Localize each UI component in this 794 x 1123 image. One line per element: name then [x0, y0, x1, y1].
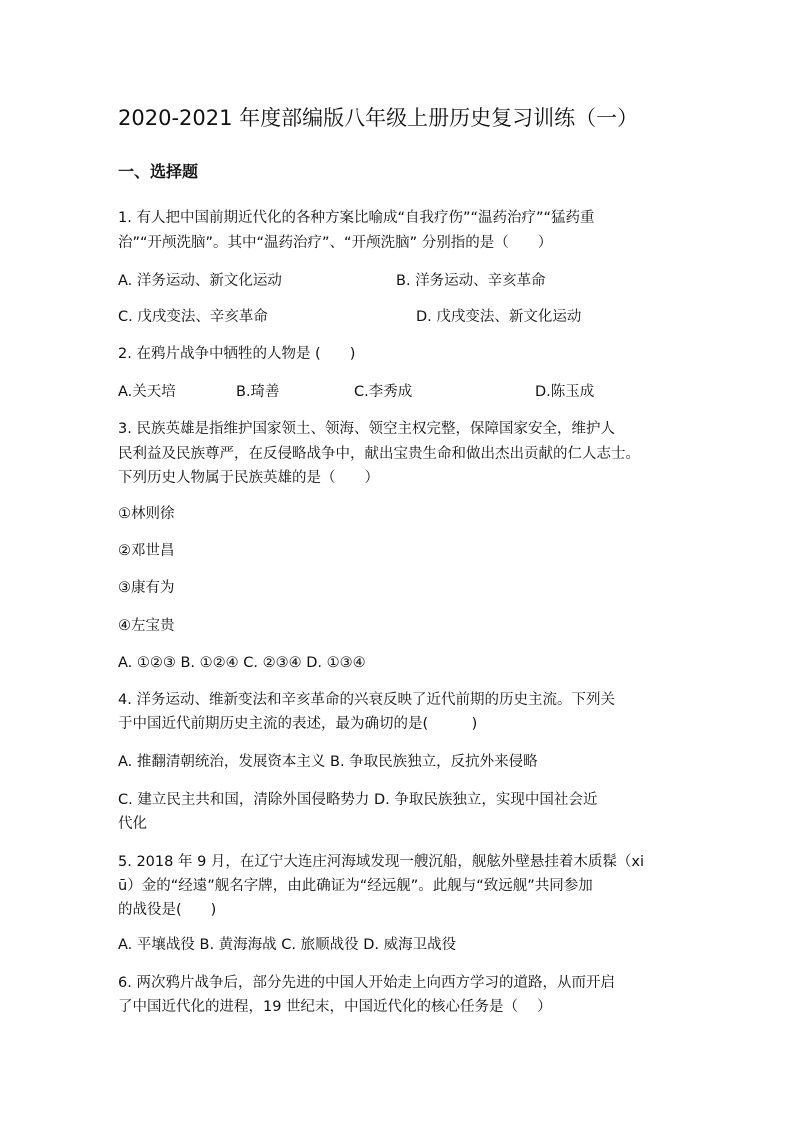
question-6-line-2: 了中国近代化的进程，19 世纪末，中国近代化的核心任务是（ ）: [118, 999, 552, 1015]
question-3-item-3: ③康有为: [118, 580, 175, 596]
question-3-line-3: 下列历史人物属于民族英雄的是（ ）: [118, 470, 379, 486]
question-1-option-d: D. 戊戌变法、新文化运动: [416, 309, 582, 325]
question-4-options-row-2: C. 建立民主共和国，清除外国侵略势力 D. 争取民族独立，实现中国社会近: [118, 792, 598, 808]
question-2-option-d: D.陈玉成: [535, 384, 595, 400]
question-1-option-a: A. 洋务运动、新文化运动: [118, 273, 282, 289]
question-5-options: A. 平壤战役 B. 黄海海战 C. 旅顺战役 D. 威海卫战役: [118, 937, 457, 953]
question-3-item-1: ①林则徐: [118, 506, 175, 522]
document-title: 2020-2021 年度部编版八年级上册历史复习训练（一）: [118, 106, 639, 130]
question-2-option-a: A.关天培: [118, 384, 176, 400]
question-1-line-1: 1. 有人把中国前期近代化的各种方案比喻成“自我疗伤”“温药治疗”“猛药重: [118, 210, 595, 226]
question-2-line-1: 2. 在鸦片战争中牺牲的人物是 ( ): [118, 346, 356, 362]
question-1-line-2: 治”“开颅洗脑”。其中“温药治疗”、“开颅洗脑” 分别指的是（ ）: [118, 235, 553, 251]
question-3-options: A. ①②③ B. ①②④ C. ②③④ D. ①③④: [118, 655, 366, 671]
question-4-line-2: 于中国近代前期历史主流的表述，最为确切的是( ): [118, 716, 478, 732]
question-5-line-2: ū）金的“经遠”舰名字牌，由此确证为“经远舰”。此舰与“致远舰”共同参加: [118, 878, 593, 894]
question-3-item-2: ②邓世昌: [118, 543, 175, 559]
question-3-line-1: 3. 民族英雄是指维护国家领土、领海、领空主权完整，保障国家安全，维护人: [118, 421, 615, 437]
question-2-option-c: C.李秀成: [354, 384, 413, 400]
question-5-line-3: 的战役是( ): [118, 902, 217, 918]
question-2-option-b: B.琦善: [236, 384, 280, 400]
question-3-line-2: 民利益及民族尊严，在反侵略战争中，献出宝贵生命和做出杰出贡献的仁人志士。: [118, 446, 640, 462]
question-6-line-1: 6. 两次鸦片战争后，部分先进的中国人开始走上向西方学习的道路，从而开启: [118, 975, 615, 991]
section-title: 一、选择题: [118, 162, 199, 181]
question-4-options-row-1: A. 推翻清朝统治，发展资本主义 B. 争取民族独立，反抗外来侵略: [118, 754, 538, 770]
question-4-line-1: 4. 洋务运动、维新变法和辛亥革命的兴衰反映了近代前期的历史主流。下列关: [118, 692, 615, 708]
question-3-item-4: ④左宝贵: [118, 618, 175, 634]
question-5-line-1: 5. 2018 年 9 月，在辽宁大连庄河海域发现一艘沉船，舰舷外壁悬挂着木质髹（xi: [118, 854, 645, 870]
question-1-option-c: C. 戊戌变法、辛亥革命: [118, 309, 268, 325]
question-4-options-row-3: 代化: [118, 816, 147, 832]
question-1-option-b: B. 洋务运动、辛亥革命: [396, 273, 546, 289]
